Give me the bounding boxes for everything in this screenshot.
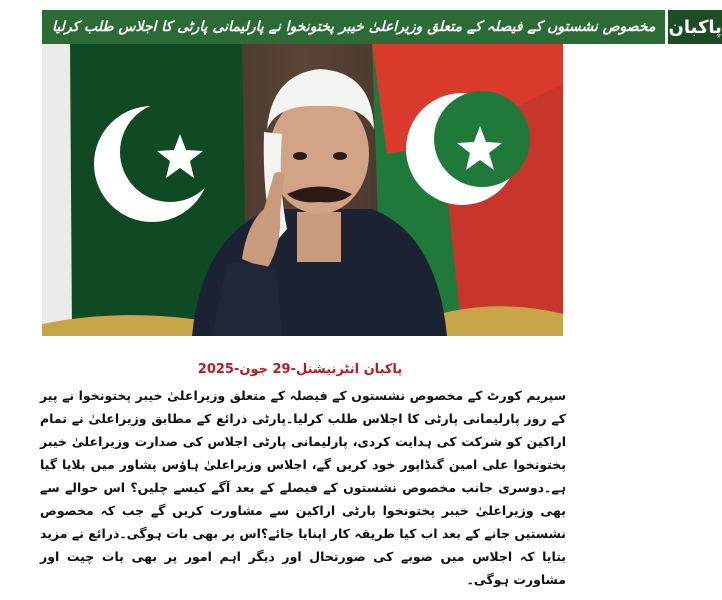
headline-text: مخصوص نشستوں کے فیصلہ کے متعلق وزیراعلیٰ خیبر پختونخوا نے پارلیمانی پارٹی کا اجلاس طلب کرلیا [42, 10, 665, 44]
news-photo [42, 44, 563, 336]
dateline: پاکبان انٹرنیشنل-29 جون-2025 [197, 362, 403, 377]
brand-logo: پاکبان [665, 10, 721, 44]
article-body: سپریم کورٹ کے مخصوص نشستوں کے فیصلہ کے متعلق وزیراعلیٰ خیبر پختونخوا نے پیر کے روز پارلیمانی پارٹی کا اجلاس طلب کرلیا۔پارٹی ذرائع کے مطابق وزیراعلیٰ نے تمام اراکین کو شرکت کی ہدایت کردی، پارلیمانی پارٹی اجلاس کی صدارت وزیراعلیٰ خیبر پختونخوا علی امین گنڈاپور خود کریں گے، اجلاس وزیراعلیٰ ہاؤس پشاور میں بلایا گیا ہے۔دوسری جانب مخصوص نشستوں کے فیصلے کے بعد آگے کیسے چلیں؟ اس حوالے سے بھی وزیراعلیٰ خیبر پختونخوا پارٹی اراکین سے مشاورت کریں گے جب کہ مخصوص نشستیں جانے کے بعد اب کیا طریقہ کار اپنایا جائے؟اس پر بھی بات ہوگی۔ذرائع نے مزید بتایا کہ اجلاس میں صوبے کی صورتحال اور دیگر اہم امور پر بھی بات چیت اور مشاورت ہوگی۔ [40, 388, 566, 587]
headline-banner [42, 10, 722, 44]
